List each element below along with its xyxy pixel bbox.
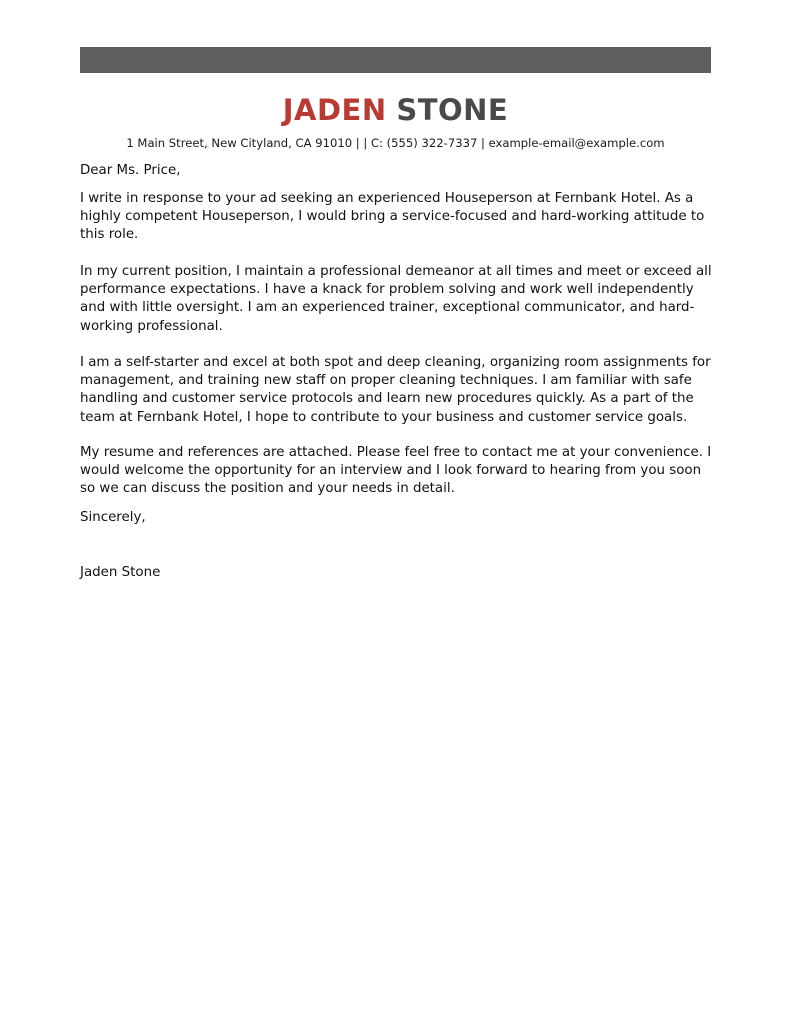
header-bar: [80, 47, 711, 73]
salutation: Dear Ms. Price,: [80, 163, 181, 178]
last-name: STONE: [396, 93, 509, 127]
paragraph-4: My resume and references are attached. Please feel free to contact me at your convenience. I would welcome the opportunity for an interview and I look forward to hearing from you soon so we can discuss the position and your needs in detail.: [80, 445, 712, 497]
signature: Jaden Stone: [80, 565, 161, 580]
contact-info: 1 Main Street, New Cityland, CA 91010 | | C: (555) 322-7337 | example-email@example.com: [126, 136, 665, 150]
applicant-name: [0, 91, 791, 129]
paragraph-2: In my current position, I maintain a professional demeanor at all times and meet or exceed all performance expectations. I have a knack for problem solving and work well independently and with little oversight. I am an experienced trainer, exceptional communicator, and hard-working professional.: [80, 264, 712, 334]
paragraph-3: I am a self-starter and excel at both spot and deep cleaning, organizing room assignments for management, and training new staff on proper cleaning techniques. I am familiar with safe handling and customer service protocols and learn new procedures quickly. As a part of the team at Fernbank Hotel, I hope to contribute to your business and customer service goals.: [80, 355, 711, 425]
paragraph-1: I write in response to your ad seeking an experienced Houseperson at Fernbank Hotel. As a highly competent Houseperson, I would bring a service-focused and hard-working attitude to this role.: [80, 191, 705, 243]
first-name: JADEN: [282, 93, 387, 127]
closing: Sincerely,: [80, 510, 146, 525]
